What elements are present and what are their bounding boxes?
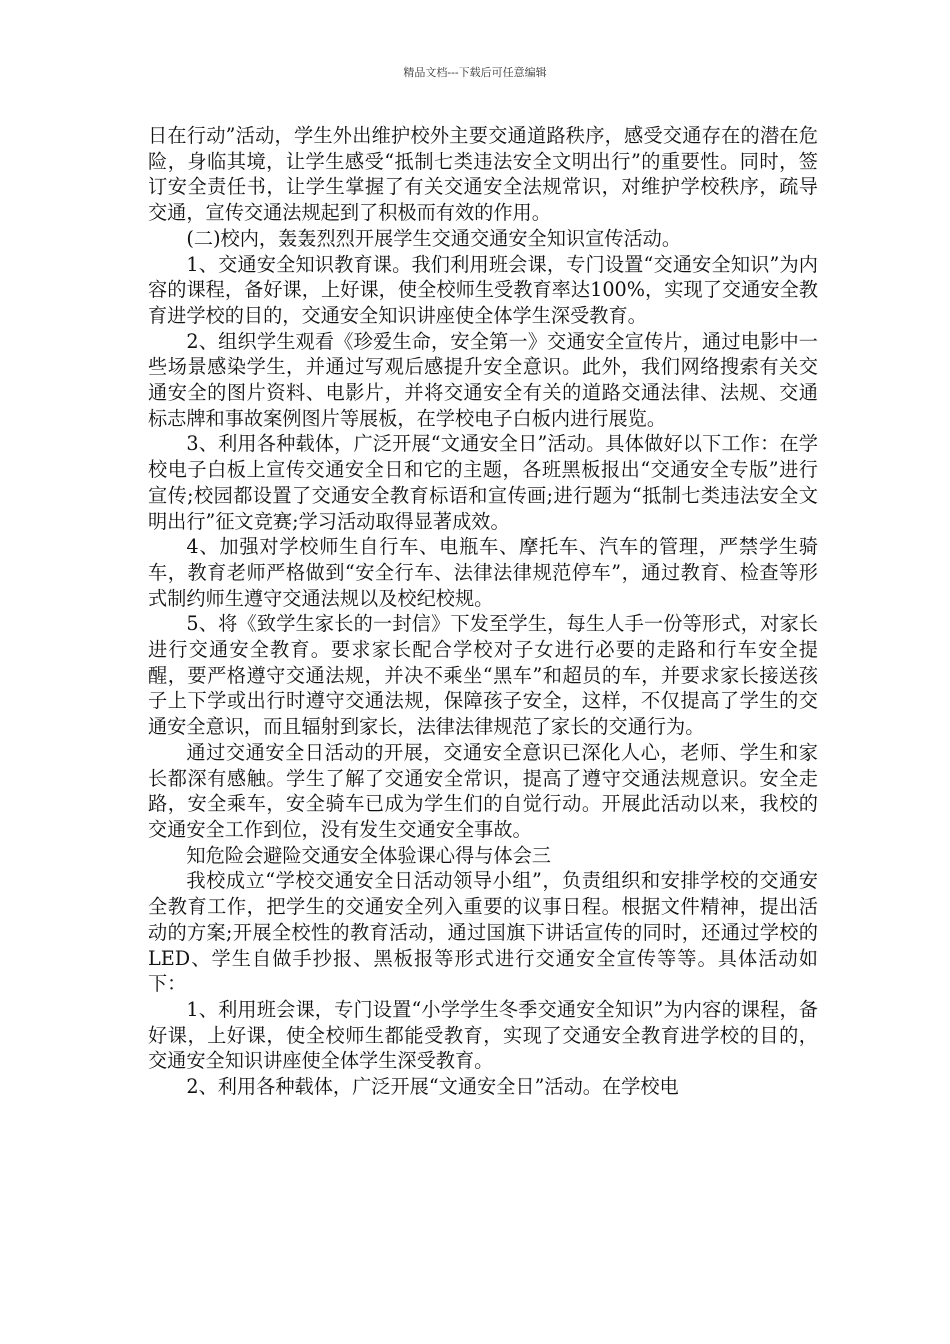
paragraph: 4、加强对学校师生自行车、电瓶车、摩托车、汽车的管理，严禁学生骑车，教育老师严格做到“安全行车、法律法律规范停车”，通过教育、检查等形式制约师生遵守交通法规以及校纪校规。 — [148, 535, 818, 610]
paragraph: 1、利用班会课，专门设置“小学学生冬季交通安全知识”为内容的课程，备好课，上好课，使全校师生都能受教育，实现了交通安全教育进学校的目的，交通安全知识讲座使全体学生深受教育。 — [148, 997, 818, 1073]
document-body — [148, 123, 818, 1100]
paragraph: 3、利用各种载体，广泛开展“文通安全日”活动。具体做好以下工作：在学校电子白板上宣传交通安全日和它的主题，各班黑板报出“交通安全专版”进行宣传;校园都设置了交通安全教育标语和宣传画;进行题为“抵制七类违法安全文明出行”征文竞赛;学习活动取得显著成效。 — [148, 432, 818, 533]
paragraph: (二)校内，轰轰烈烈开展学生交通交通安全知识宣传活动。 — [186, 226, 682, 250]
page-header: 精品文档---下载后可任意编辑 — [403, 66, 547, 79]
paragraph: 5、将《致学生家长的一封信》下发至学生，每生人手一份等形式，对家长进行交通安全教育。要求家长配合学校对子女进行必要的走路和行车安全提醒，要严格遵守交通法规，并决不乘坐“黑车”和超员的车，并要求家长接送孩子上下学或出行时遵守交通法规，保障孩子安全，这样，不仅提高了学生的交通安全意识，而且辐射到家长，法律法律规范了家长的交通行为。 — [148, 612, 818, 739]
paragraph: 我校成立“学校交通安全日活动领导小组”，负责组织和安排学校的交通安全教育工作，把学生的交通安全列入重要的议事日程。根据文件精神，提出活动的方案;开展全校性的教育活动，通过国旗下讲话宣传的同时，还通过学校的LED、学生自做手抄报、黑板报等形式进行交通安全宣传等等。具体活动如下： — [148, 869, 818, 996]
paragraph: 通过交通安全日活动的开展，交通安全意识已深化人心，老师、学生和家长都深有感触。学生了解了交通安全常识，提高了遵守交通法规意识。安全走路，安全乘车，安全骑车已成为学生们的自觉行动。开展此活动以来，我校的交通安全工作到位，没有发生交通安全事故。 — [148, 740, 818, 841]
paragraph: 2、组织学生观看《珍爱生命，安全第一》交通安全宣传片，通过电影中一些场景感染学生，并通过写观后感提升安全意识。此外，我们网络搜索有关交通安全的图片资料、电影片，并将交通安全有关的道路交通法律、法规、交通标志牌和事故案例图片等展板，在学校电子白板内进行展览。 — [148, 329, 818, 430]
paragraph: 日在行动”活动，学生外出维护校外主要交通道路秩序，感受交通存在的潜在危险，身临其境，让学生感受“抵制七类违法安全文明出行”的重要性。同时，签订安全责任书，让学生掌握了有关交通安全法规常识，对维护学校秩序，疏导交通，宣传交通法规起到了积极而有效的作用。 — [148, 124, 818, 225]
section-heading: 知危险会避险交通安全体验课心得与体会三 — [186, 843, 551, 867]
paragraph: 1、交通安全知识教育课。我们利用班会课，专门设置“交通安全知识”为内容的课程，备好课，上好课，使全校师生受教育率达100%，实现了交通安全教育进学校的目的，交通安全知识讲座使全体学生深受教育。 — [148, 252, 818, 327]
paragraph: 2、利用各种载体，广泛开展“文通安全日”活动。在学校电 — [186, 1075, 679, 1099]
